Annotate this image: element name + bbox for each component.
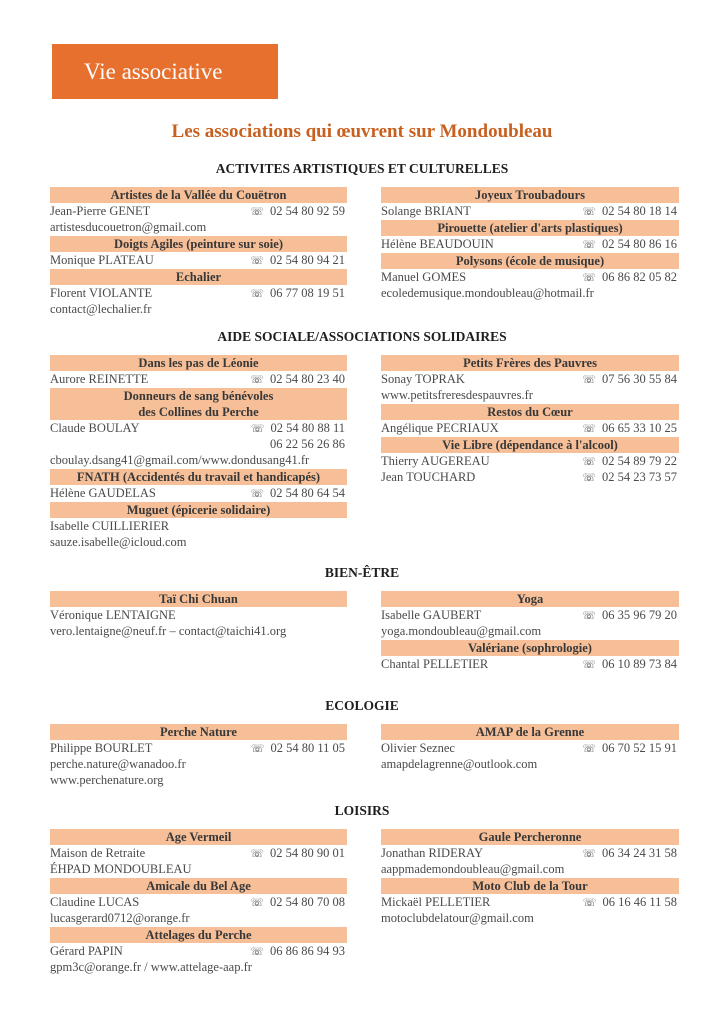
association-entry <box>50 269 347 317</box>
contact-line <box>50 740 347 756</box>
phone-icon: ☏ <box>250 287 264 300</box>
contact-text: Claude BOULAY <box>50 421 140 435</box>
contact-line <box>381 236 679 252</box>
contact-text: aappmademondoubleau@gmail.com <box>381 862 565 876</box>
phone-value: 06 65 33 10 25 <box>602 421 677 435</box>
contact-text: lucasgerard0712@orange.fr <box>50 911 190 925</box>
phone-icon: ☏ <box>250 742 265 755</box>
association-entry <box>381 829 679 877</box>
phone-icon: ☏ <box>582 847 596 860</box>
association-name <box>50 388 347 420</box>
phone-value: 02 54 80 88 11 <box>270 421 345 435</box>
contact-text: vero.lentaigne@neuf.fr – contact@taichi41.org <box>50 624 287 638</box>
contact-text: ÉHPAD MONDOUBLEAU <box>50 862 192 876</box>
phone-value: 02 54 80 86 16 <box>602 237 677 251</box>
contact-text: Solange BRIANT <box>381 204 471 218</box>
phone-number: 06 22 56 26 86 <box>270 437 345 451</box>
association-name: Age Vermeil <box>50 829 347 845</box>
association-name: Echalier <box>50 269 347 285</box>
contact-text: Isabelle CUILLIERIER <box>50 519 170 533</box>
phone-value: 06 16 46 11 58 <box>602 895 677 909</box>
phone-icon: ☏ <box>250 254 264 267</box>
phone-number <box>582 740 677 757</box>
contact-line <box>381 607 679 623</box>
phone-number <box>582 420 677 437</box>
contact-text: Gérard PAPIN <box>50 944 123 958</box>
phone-value: 07 56 30 55 84 <box>602 372 677 386</box>
column-right <box>381 828 679 926</box>
phone-icon: ☏ <box>582 238 596 251</box>
phone-value: 02 54 23 73 57 <box>602 470 677 484</box>
association-entry <box>50 829 347 877</box>
contact-line <box>381 861 679 877</box>
column-right <box>381 590 679 672</box>
association-name-line: Donneurs de sang bénévoles <box>123 389 274 403</box>
association-name: Restos du Cœur <box>381 404 679 420</box>
section-heading: BIEN-ÊTRE <box>324 565 400 580</box>
association-entry <box>50 724 347 788</box>
phone-icon: ☏ <box>582 658 596 671</box>
contact-text: Jean TOUCHARD <box>381 470 476 484</box>
contact-line <box>381 894 679 910</box>
contact-text: Olivier Seznec <box>381 741 455 755</box>
column-left <box>50 590 347 639</box>
phone-number <box>582 453 677 470</box>
phone-value: 02 54 80 64 54 <box>270 486 345 500</box>
contact-text: Sonay TOPRAK <box>381 372 465 386</box>
contact-line <box>50 485 347 501</box>
association-entry <box>381 187 679 219</box>
contact-text: Philippe BOURLET <box>50 741 153 755</box>
contact-text: www.petitsfreresdespauvres.fr <box>381 388 533 402</box>
phone-number <box>582 371 677 388</box>
phone-number <box>250 371 345 388</box>
contact-text: Hélène BEAUDOUIN <box>381 237 494 251</box>
association-entry <box>50 927 347 975</box>
phone-value: 02 54 80 92 59 <box>270 204 345 218</box>
phone-icon: ☏ <box>582 609 596 622</box>
phone-value: 02 54 80 90 01 <box>270 846 345 860</box>
column-left <box>50 723 347 788</box>
contact-line <box>381 656 679 672</box>
contact-line <box>50 219 347 235</box>
contact-text: Isabelle GAUBERT <box>381 608 482 622</box>
phone-icon: ☏ <box>250 373 264 386</box>
contact-line <box>50 452 347 468</box>
contact-line <box>381 387 679 403</box>
contact-line <box>381 285 679 301</box>
phone-number <box>582 845 677 862</box>
phone-value: 02 54 80 23 40 <box>270 372 345 386</box>
association-entry <box>381 878 679 926</box>
association-entry <box>50 469 347 501</box>
contact-line <box>50 203 347 219</box>
contact-text: Florent VIOLANTE <box>50 286 153 300</box>
contact-text: ecoledemusique.mondoubleau@hotmail.fr <box>381 286 594 300</box>
association-entry <box>50 388 347 468</box>
contact-line <box>50 252 347 268</box>
contact-text: sauze.isabelle@icloud.com <box>50 535 187 549</box>
contact-text: amapdelagrenne@outlook.com <box>381 757 538 771</box>
contact-line <box>50 772 347 788</box>
section-banner: Vie associative <box>52 44 278 99</box>
phone-value: 02 54 80 11 05 <box>270 741 345 755</box>
phone-icon: ☏ <box>582 742 596 755</box>
phone-value: 02 54 80 70 08 <box>270 895 345 909</box>
contact-text: Claudine LUCAS <box>50 895 140 909</box>
association-entry <box>50 591 347 639</box>
association-entry <box>381 404 679 436</box>
phone-value: 06 77 08 19 51 <box>270 286 345 300</box>
association-entry <box>50 236 347 268</box>
contact-text: contact@lechalier.fr <box>50 302 152 316</box>
contact-line <box>50 623 347 639</box>
contact-line <box>381 740 679 756</box>
association-name: Pirouette (atelier d'arts plastiques) <box>381 220 679 236</box>
phone-number <box>250 203 345 220</box>
association-name: Moto Club de la Tour <box>381 878 679 894</box>
phone-icon: ☏ <box>250 847 264 860</box>
contact-line <box>381 845 679 861</box>
contact-line <box>50 518 347 534</box>
association-name: Perche Nature <box>50 724 347 740</box>
contact-line <box>50 371 347 387</box>
section-heading: ECOLOGIE <box>325 698 399 713</box>
contact-line <box>50 756 347 772</box>
phone-number <box>250 285 345 302</box>
contact-line <box>381 910 679 926</box>
contact-line <box>50 436 347 452</box>
contact-text: Monique PLATEAU <box>50 253 154 267</box>
phone-icon: ☏ <box>582 896 597 909</box>
phone-number <box>582 269 677 286</box>
column-right <box>381 354 679 485</box>
phone-value: 06 86 86 94 93 <box>270 944 345 958</box>
phone-icon: ☏ <box>582 373 596 386</box>
association-entry <box>381 640 679 672</box>
contact-text: Véronique LENTAIGNE <box>50 608 176 622</box>
phone-number <box>582 236 677 253</box>
phone-icon: ☏ <box>250 422 265 435</box>
association-name: Taï Chi Chuan <box>50 591 347 607</box>
phone-icon: ☏ <box>250 945 264 958</box>
contact-line <box>50 959 347 975</box>
phone-icon: ☏ <box>250 205 264 218</box>
association-entry <box>381 724 679 772</box>
phone-value: 06 34 24 31 58 <box>602 846 677 860</box>
association-entry <box>381 355 679 403</box>
association-name: Yoga <box>381 591 679 607</box>
contact-text: Jonathan RIDERAY <box>381 846 483 860</box>
contact-line <box>50 910 347 926</box>
page-title: Les associations qui œuvrent sur Mondoubleau <box>171 121 553 142</box>
phone-number <box>582 656 677 673</box>
contact-line <box>50 861 347 877</box>
association-entry <box>50 187 347 235</box>
contact-text: Thierry AUGEREAU <box>381 454 490 468</box>
association-name: Amicale du Bel Age <box>50 878 347 894</box>
association-entry <box>381 591 679 639</box>
column-right <box>381 723 679 772</box>
contact-text: Manuel GOMES <box>381 270 467 284</box>
contact-line <box>50 845 347 861</box>
association-name: AMAP de la Grenne <box>381 724 679 740</box>
association-name: Artistes de la Vallée du Couëtron <box>50 187 347 203</box>
contact-text: motoclubdelatour@gmail.com <box>381 911 534 925</box>
phone-icon: ☏ <box>250 896 264 909</box>
contact-line <box>381 623 679 639</box>
contact-text: Hélène GAUDELAS <box>50 486 156 500</box>
phone-icon: ☏ <box>582 271 596 284</box>
phone-number <box>251 740 345 757</box>
association-name-line: des Collines du Perche <box>138 405 259 419</box>
association-entry <box>50 355 347 387</box>
association-name: FNATH (Accidentés du travail et handicapés) <box>50 469 347 485</box>
column-right <box>381 186 679 301</box>
phone-number <box>250 252 345 269</box>
association-name: Attelages du Perche <box>50 927 347 943</box>
section-heading: AIDE SOCIALE/ASSOCIATIONS SOLIDAIRES <box>217 329 507 344</box>
association-entry <box>381 220 679 252</box>
association-name: Polysons (école de musique) <box>381 253 679 269</box>
contact-line <box>50 301 347 317</box>
association-name: Muguet (épicerie solidaire) <box>50 502 347 518</box>
contact-text: Maison de Retraite <box>50 846 146 860</box>
contact-line <box>50 420 347 436</box>
phone-value: 06 70 52 15 91 <box>602 741 677 755</box>
association-entry <box>50 502 347 550</box>
association-entry <box>381 253 679 301</box>
phone-icon: ☏ <box>582 205 596 218</box>
association-name: Vie Libre (dépendance à l'alcool) <box>381 437 679 453</box>
phone-value: 06 10 89 73 84 <box>602 657 677 671</box>
section-heading: LOISIRS <box>334 803 390 818</box>
column-left <box>50 354 347 550</box>
phone-value: 06 86 82 05 82 <box>602 270 677 284</box>
contact-line <box>381 453 679 469</box>
contact-text: Angélique PECRIAUX <box>381 421 499 435</box>
phone-icon: ☏ <box>582 422 596 435</box>
association-entry <box>50 878 347 926</box>
association-name: Valériane (sophrologie) <box>381 640 679 656</box>
contact-text: Jean-Pierre GENET <box>50 204 151 218</box>
phone-number <box>250 485 345 502</box>
contact-line <box>50 894 347 910</box>
contact-text: gpm3c@orange.fr / www.attelage-aap.fr <box>50 960 252 974</box>
contact-line <box>50 943 347 959</box>
column-left <box>50 186 347 317</box>
phone-number <box>250 894 345 911</box>
phone-number <box>582 203 677 220</box>
contact-text: cboulay.dsang41@gmail.com/www.dondusang41.fr <box>50 453 310 467</box>
phone-value: 02 54 89 79 22 <box>602 454 677 468</box>
contact-line <box>381 203 679 219</box>
contact-text: Chantal PELLETIER <box>381 657 489 671</box>
phone-value: 02 54 80 94 21 <box>270 253 345 267</box>
association-name: Gaule Percheronne <box>381 829 679 845</box>
contact-text: www.perchenature.org <box>50 773 164 787</box>
phone-number <box>251 420 345 437</box>
contact-text: Mickaël PELLETIER <box>381 895 491 909</box>
phone-icon: ☏ <box>250 487 264 500</box>
contact-text: perche.nature@wanadoo.fr <box>50 757 186 771</box>
phone-value: 02 54 80 18 14 <box>602 204 677 218</box>
association-name: Dans les pas de Léonie <box>50 355 347 371</box>
contact-line <box>381 371 679 387</box>
contact-line <box>381 756 679 772</box>
contact-text: artistesducouetron@gmail.com <box>50 220 207 234</box>
contact-line <box>381 469 679 485</box>
association-name: Joyeux Troubadours <box>381 187 679 203</box>
phone-number <box>250 943 345 960</box>
phone-number <box>582 607 677 624</box>
section-heading: ACTIVITES ARTISTIQUES ET CULTURELLES <box>215 161 509 176</box>
phone-number <box>583 894 677 911</box>
phone-number <box>250 845 345 862</box>
column-left <box>50 828 347 975</box>
phone-icon: ☏ <box>582 471 596 484</box>
contact-text: yoga.mondoubleau@gmail.com <box>381 624 542 638</box>
contact-line <box>50 534 347 550</box>
phone-value: 06 35 96 79 20 <box>602 608 677 622</box>
phone-number <box>582 469 677 486</box>
association-name: Doigts Agiles (peinture sur soie) <box>50 236 347 252</box>
phone-icon: ☏ <box>582 455 596 468</box>
contact-line <box>50 607 347 623</box>
contact-line <box>50 285 347 301</box>
association-name: Petits Frères des Pauvres <box>381 355 679 371</box>
contact-text: Aurore REINETTE <box>50 372 149 386</box>
contact-line <box>381 420 679 436</box>
contact-line <box>381 269 679 285</box>
association-entry <box>381 437 679 485</box>
